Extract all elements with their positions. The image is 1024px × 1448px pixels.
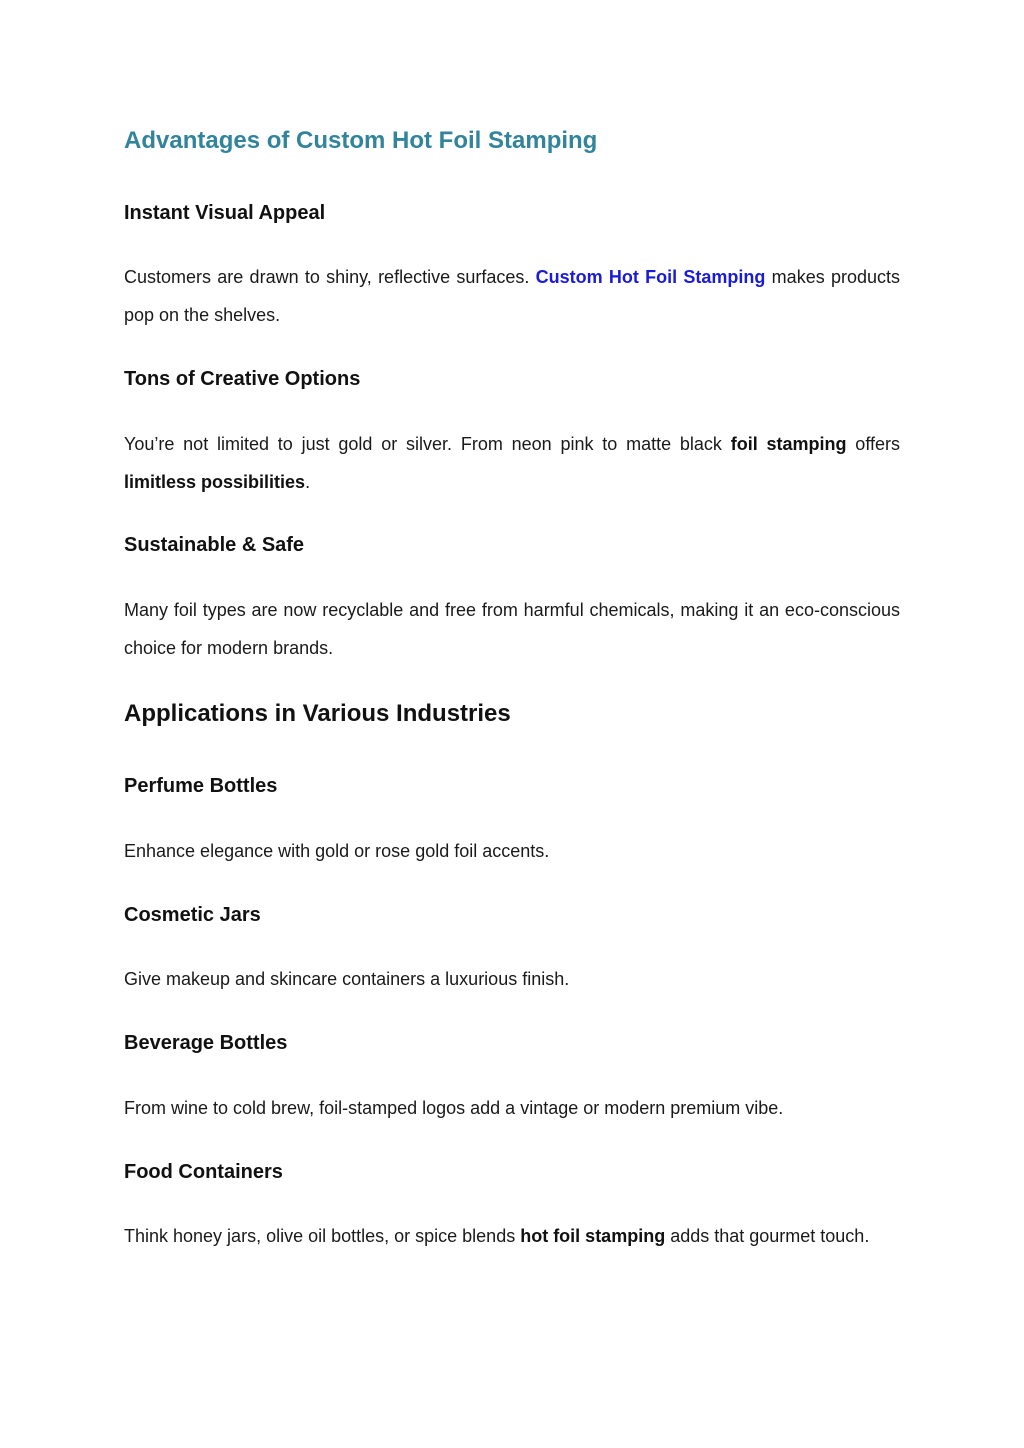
bold-text: foil stamping bbox=[730, 434, 847, 454]
text-segment: offers bbox=[846, 434, 901, 454]
paragraph-perfume-bottles: Enhance elegance with gold or rose gold foil accents. bbox=[124, 841, 550, 861]
heading-food-containers: Food Containers bbox=[124, 1161, 283, 1183]
text-segment: Think honey jars, olive oil bottles, or spice blends bbox=[124, 1226, 521, 1246]
custom-hot-foil-stamping-link[interactable]: Custom Hot Foil Stamping bbox=[535, 267, 766, 287]
heading-cosmetic-jars: Cosmetic Jars bbox=[124, 904, 261, 926]
heading-instant-visual-appeal: Instant Visual Appeal bbox=[124, 202, 326, 224]
paragraph-creative-options bbox=[124, 425, 900, 501]
heading-perfume-bottles: Perfume Bottles bbox=[124, 775, 278, 797]
text-segment: makes products pop on the shelves. bbox=[124, 267, 900, 325]
text-segment: . bbox=[305, 472, 311, 492]
paragraph-sustainable-safe: Many foil types are now recyclable and free from harmful chemicals, making it an eco-conscious choice for modern brands. bbox=[124, 600, 900, 658]
paragraph-food-containers bbox=[124, 1217, 900, 1255]
text-segment: Customers are drawn to shiny, reflective surfaces. bbox=[124, 267, 536, 287]
heading-creative-options: Tons of Creative Options bbox=[124, 368, 361, 390]
paragraph-beverage-bottles: From wine to cold brew, foil-stamped logos add a vintage or modern premium vibe. bbox=[124, 1098, 784, 1118]
heading-sustainable-safe: Sustainable & Safe bbox=[124, 534, 305, 556]
bold-text: hot foil stamping bbox=[520, 1226, 666, 1246]
paragraph-instant-visual-appeal bbox=[124, 258, 900, 334]
page-title: Advantages of Custom Hot Foil Stamping bbox=[124, 127, 598, 154]
text-segment: adds that gourmet touch. bbox=[665, 1226, 870, 1246]
bold-text: limitless possibilities bbox=[124, 472, 306, 492]
paragraph-cosmetic-jars: Give makeup and skincare containers a luxurious finish. bbox=[124, 969, 570, 989]
text-segment: You’re not limited to just gold or silver. From neon pink to matte black bbox=[124, 434, 731, 454]
heading-beverage-bottles: Beverage Bottles bbox=[124, 1032, 288, 1054]
heading-applications: Applications in Various Industries bbox=[124, 700, 511, 727]
